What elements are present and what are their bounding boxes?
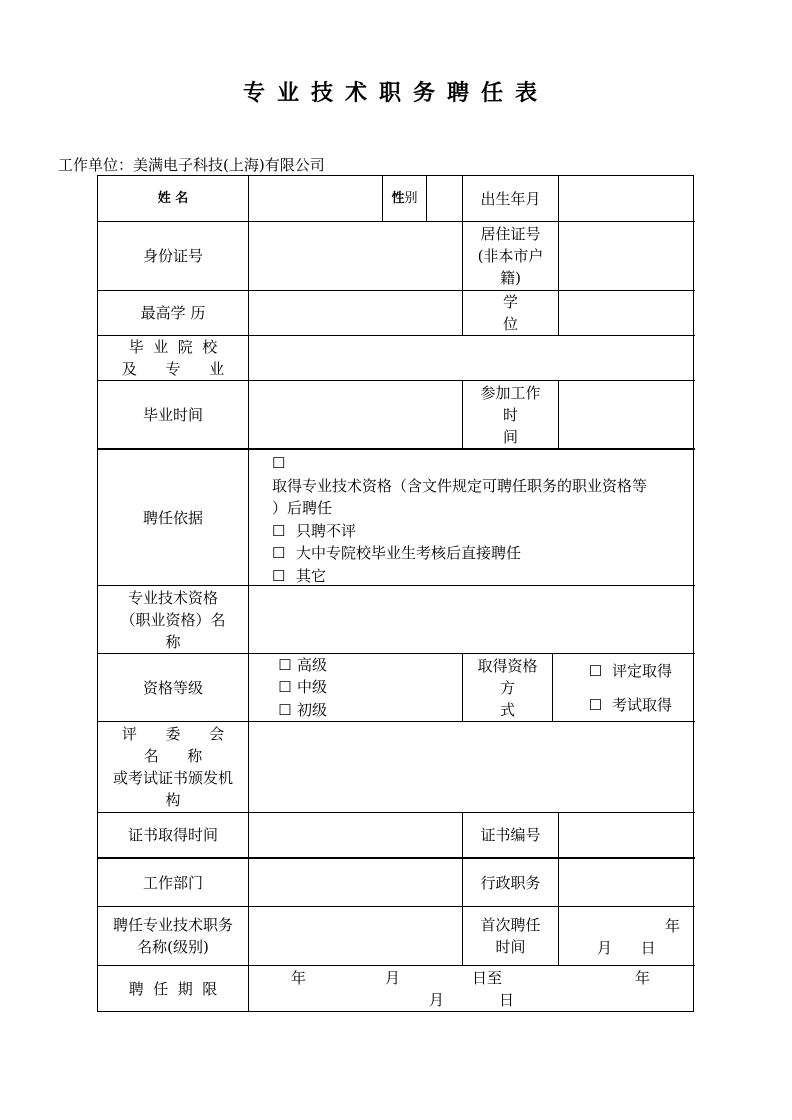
name-label: 姓 名	[98, 176, 249, 222]
committee-label-3: 或考试证书颁发机	[112, 769, 233, 787]
checkbox-icon[interactable]: ☐	[588, 695, 603, 714]
level-option-junior[interactable]	[273, 699, 327, 722]
qualification-level-label: 资格等级	[98, 654, 249, 722]
degree-field[interactable]	[559, 291, 695, 336]
cert-number-label: 证书编号	[463, 813, 559, 859]
residence-permit-field[interactable]	[559, 222, 695, 291]
obtain-method-label	[463, 654, 553, 722]
level-option-intermediate[interactable]	[273, 676, 327, 699]
checkbox-icon[interactable]: ☐	[272, 566, 286, 585]
term-start-year: 年	[291, 969, 307, 987]
residence-label-2: (非本市户	[477, 247, 544, 265]
obtain-label-1: 取得资格	[477, 656, 538, 675]
term-label	[98, 966, 249, 1011]
basis-option-qualification-text-1: 取得专业技术资格（含文件规定可聘任职务的职业资格等	[272, 476, 648, 495]
appointment-basis-options	[249, 450, 695, 586]
first-hire-label-1: 首次聘任	[480, 916, 541, 934]
basis-option-other[interactable]	[272, 565, 618, 587]
checkbox-icon[interactable]: ☐	[278, 700, 292, 719]
residence-label-3: 籍)	[500, 269, 521, 287]
qual-name-label-1: 专业技术资格	[127, 588, 218, 607]
first-hire-label	[463, 907, 559, 966]
obtain-label-3: 式	[499, 700, 515, 719]
committee-label-1: 评 委 会	[121, 725, 225, 743]
basis-option-graduate-label: 大中专院校毕业生考核后直接聘任	[296, 544, 522, 562]
work-start-label-1: 参加工作	[480, 383, 541, 402]
work-start-label-2: 时	[502, 405, 518, 424]
work-unit-label: 工作单位：	[58, 156, 134, 174]
post-name-field[interactable]	[249, 907, 463, 966]
term-start-day-to: 日至	[472, 969, 503, 987]
graduation-time-field[interactable]	[249, 381, 463, 450]
obtain-method-options	[553, 654, 695, 722]
issuing-body-label	[98, 722, 249, 813]
term-end-month: 月	[429, 991, 445, 1009]
school-label-2: 及 专 业	[121, 360, 225, 378]
school-major-label	[98, 336, 249, 381]
basis-option-graduate[interactable]	[272, 542, 521, 565]
checkbox-icon[interactable]: ☐	[588, 661, 603, 680]
obtain-option-assessed-label: 评定取得	[612, 661, 673, 680]
first-hire-label-2: 时间	[495, 938, 526, 956]
checkbox-icon[interactable]: ☐	[278, 678, 292, 697]
other-fill-line[interactable]	[326, 572, 618, 586]
department-field[interactable]	[249, 859, 463, 907]
graduation-time-label: 毕业时间	[98, 381, 249, 450]
basis-option-qualification-text-2: ）后聘任	[272, 499, 333, 517]
level-option-senior[interactable]	[273, 654, 327, 676]
residence-permit-label	[463, 222, 559, 291]
name-field[interactable]	[249, 176, 383, 222]
qual-name-label-2: （职业资格）名	[120, 610, 226, 629]
committee-label-4: 构	[165, 791, 181, 809]
id-number-field[interactable]	[249, 222, 463, 291]
issuing-body-field[interactable]	[249, 722, 695, 813]
level-option-junior-label: 初级	[297, 700, 328, 719]
obtain-option-assessed[interactable]	[579, 654, 672, 688]
admin-post-label: 行政职务	[463, 859, 559, 907]
gender-label	[383, 176, 427, 222]
first-hire-field[interactable]	[559, 907, 695, 966]
education-field[interactable]	[249, 291, 463, 336]
work-unit	[58, 154, 325, 175]
qualification-name-field[interactable]	[249, 586, 695, 654]
obtain-label-2: 方	[499, 678, 515, 697]
checkbox-icon[interactable]: ☐	[272, 544, 286, 562]
first-hire-month-day: 月 日	[597, 939, 656, 957]
school-label-1: 毕 业 院 校	[128, 338, 218, 356]
degree-label	[463, 291, 559, 336]
term-start-month: 月	[385, 969, 401, 987]
work-unit-value: 美满电子科技(上海)有限公司	[133, 156, 325, 174]
education-label: 最高学 历	[98, 291, 249, 336]
post-name-label-1: 聘任专业技术职务	[112, 916, 233, 934]
basis-option-qualification-checkbox[interactable]: ☐	[272, 454, 286, 472]
appointment-basis-label: 聘任依据	[98, 450, 249, 586]
obtain-option-exam[interactable]	[579, 688, 672, 722]
level-option-intermediate-label: 中级	[297, 678, 328, 697]
checkbox-icon[interactable]: ☐	[278, 655, 292, 674]
basis-option-other-label: 其它	[296, 566, 327, 585]
page-title: 专业技术职务聘任表	[242, 81, 549, 106]
work-start-field[interactable]	[559, 381, 695, 450]
term-field[interactable]	[249, 966, 695, 1011]
first-hire-year: 年	[665, 917, 681, 935]
gender-label-b: 别	[404, 190, 418, 206]
birth-field[interactable]	[559, 176, 695, 222]
committee-label-2: 名 称	[143, 747, 203, 765]
obtain-option-exam-label: 考试取得	[612, 695, 673, 714]
qualification-level-options	[249, 654, 463, 722]
cert-date-field[interactable]	[249, 813, 463, 859]
term-label-text: 聘 任 期 限	[128, 979, 218, 998]
basis-option-hire-only-label: 只聘不评	[296, 521, 357, 540]
qual-name-label-3: 称	[165, 632, 181, 651]
work-start-label	[463, 381, 559, 450]
degree-label-2: 位	[502, 315, 518, 333]
post-name-label	[98, 907, 249, 966]
id-number-label: 身份证号	[98, 222, 249, 291]
level-option-senior-label: 高级	[297, 655, 328, 674]
term-end-day: 日	[499, 991, 515, 1009]
degree-label-1: 学	[502, 293, 518, 311]
basis-option-hire-only[interactable]	[272, 520, 356, 543]
cert-date-label: 证书取得时间	[98, 813, 249, 859]
school-major-field[interactable]	[249, 336, 695, 381]
work-start-label-3: 间	[502, 427, 518, 446]
gender-label-a: 性	[391, 190, 405, 206]
appointment-form	[97, 175, 694, 1012]
gender-field[interactable]	[427, 176, 463, 222]
post-name-label-2: 名称(级别)	[137, 938, 209, 956]
cert-number-field[interactable]	[559, 813, 695, 859]
department-label: 工作部门	[98, 859, 249, 907]
checkbox-icon[interactable]: ☐	[272, 521, 286, 540]
admin-post-field[interactable]	[559, 859, 695, 907]
qualification-name-label	[98, 586, 249, 654]
term-end-year: 年	[635, 969, 651, 987]
birth-label: 出生年月	[463, 176, 559, 222]
residence-label-1: 居住证号	[480, 225, 541, 243]
